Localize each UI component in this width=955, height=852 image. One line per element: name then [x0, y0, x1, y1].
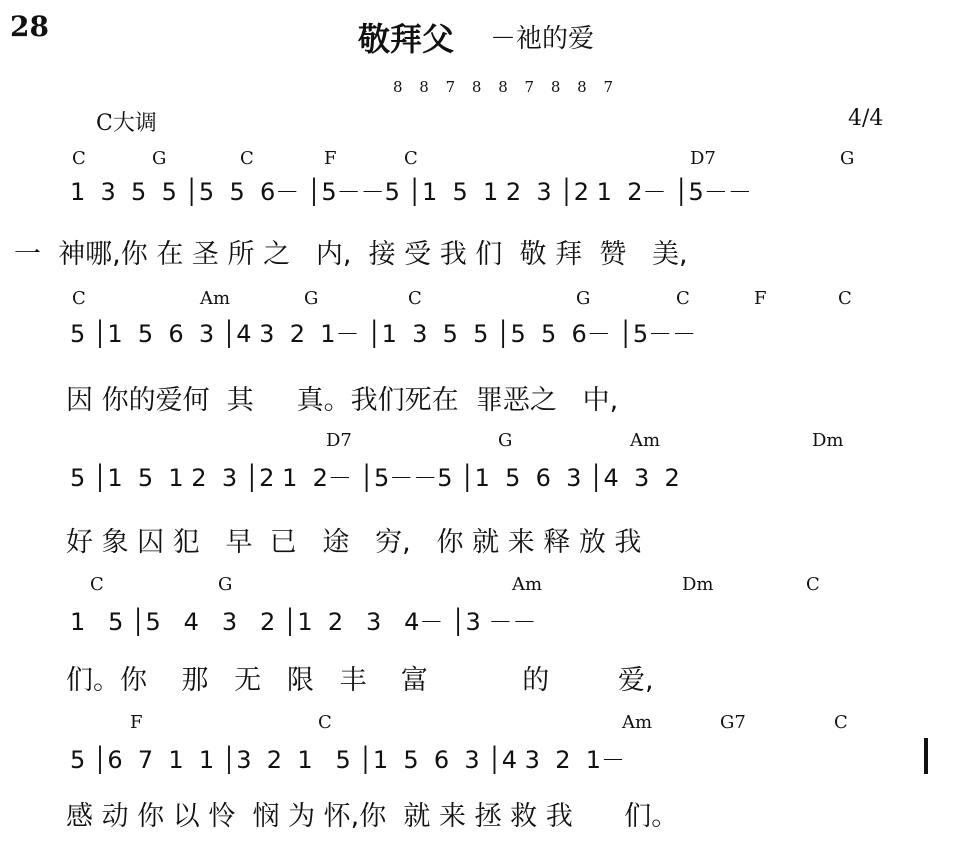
chord-symbol: G — [218, 574, 233, 595]
chord-symbol: C — [72, 288, 86, 309]
chord-symbol: F — [324, 148, 337, 169]
chord-symbol: D7 — [690, 148, 716, 169]
lyric-row: 一 神哪,你 在 圣 所 之 内, 接 受 我 们 敬 拜 赞 美, — [14, 239, 688, 270]
chord-symbol: C — [318, 712, 332, 733]
chord-symbol: Dm — [682, 574, 714, 595]
chord-symbol: C — [676, 288, 690, 309]
key-signature: C大调 — [96, 111, 157, 136]
notation-row: 5 │1 5 6 3 │4 3 2 1－ │1 3 5 5 │5 5 6－ │5－－ — [70, 320, 697, 348]
chord-symbol: G — [304, 288, 319, 309]
notation-row: 1 3 5 5 │5 5 6－ │5－－5 │1 5 1 2 3 │2 1 2－ │5－－ — [70, 178, 752, 206]
lyric-row: 感 动 你 以 怜 悯 为 怀,你 就 来 拯 救 我 们。 — [66, 801, 679, 832]
chord-symbol: Am — [512, 574, 543, 595]
chord-symbol: C — [404, 148, 418, 169]
notation-row: 5 │6 7 1 1 │3 2 1 5 │1 5 6 3 │4 3 2 1－ — [70, 746, 625, 774]
chord-symbol: C — [838, 288, 852, 309]
chord-symbol: C — [72, 148, 86, 169]
chord-symbol: F — [754, 288, 767, 309]
title-main: 敬拜父 — [358, 20, 455, 58]
chord-symbol: C — [834, 712, 848, 733]
final-barline — [924, 738, 928, 774]
lyric-row: 好 象 囚 犯 早 已 途 穷, 你 就 来 释 放 我 — [66, 527, 642, 558]
chord-symbol: D7 — [326, 430, 352, 451]
chord-symbol: C — [90, 574, 104, 595]
notation-row: 1 5 │5 4 3 2 │1 2 3 4－ │3 －－ — [70, 608, 537, 636]
chord-symbol: Am — [630, 430, 661, 451]
meter-text: 8 8 7 8 8 7 8 8 7 — [393, 78, 620, 96]
lyric-row: 因 你的爱何 其 真。我们死在 罪恶之 中, — [66, 385, 619, 416]
chord-symbol: F — [130, 712, 143, 733]
chord-symbol: C — [240, 148, 254, 169]
notation-row: 5 │1 5 1 2 3 │2 1 2－ │5－－5 │1 5 6 3 │4 3 2 — [70, 464, 680, 492]
chord-symbol: G — [576, 288, 591, 309]
lyric-row: 们。你 那 无 限 丰 富 的 爱, — [66, 665, 654, 696]
hymn-number: 28 — [10, 10, 49, 43]
chord-symbol: C — [408, 288, 422, 309]
time-signature: 4/4 — [848, 106, 884, 131]
chord-symbol: G7 — [720, 712, 746, 733]
chord-symbol: Am — [622, 712, 653, 733]
title-subtitle: －祂的爱 — [490, 24, 595, 54]
chord-symbol: G — [840, 148, 855, 169]
chord-symbol: G — [498, 430, 513, 451]
chord-symbol: G — [152, 148, 167, 169]
chord-symbol: C — [806, 574, 820, 595]
chord-symbol: Am — [200, 288, 231, 309]
chord-symbol: Dm — [812, 430, 844, 451]
